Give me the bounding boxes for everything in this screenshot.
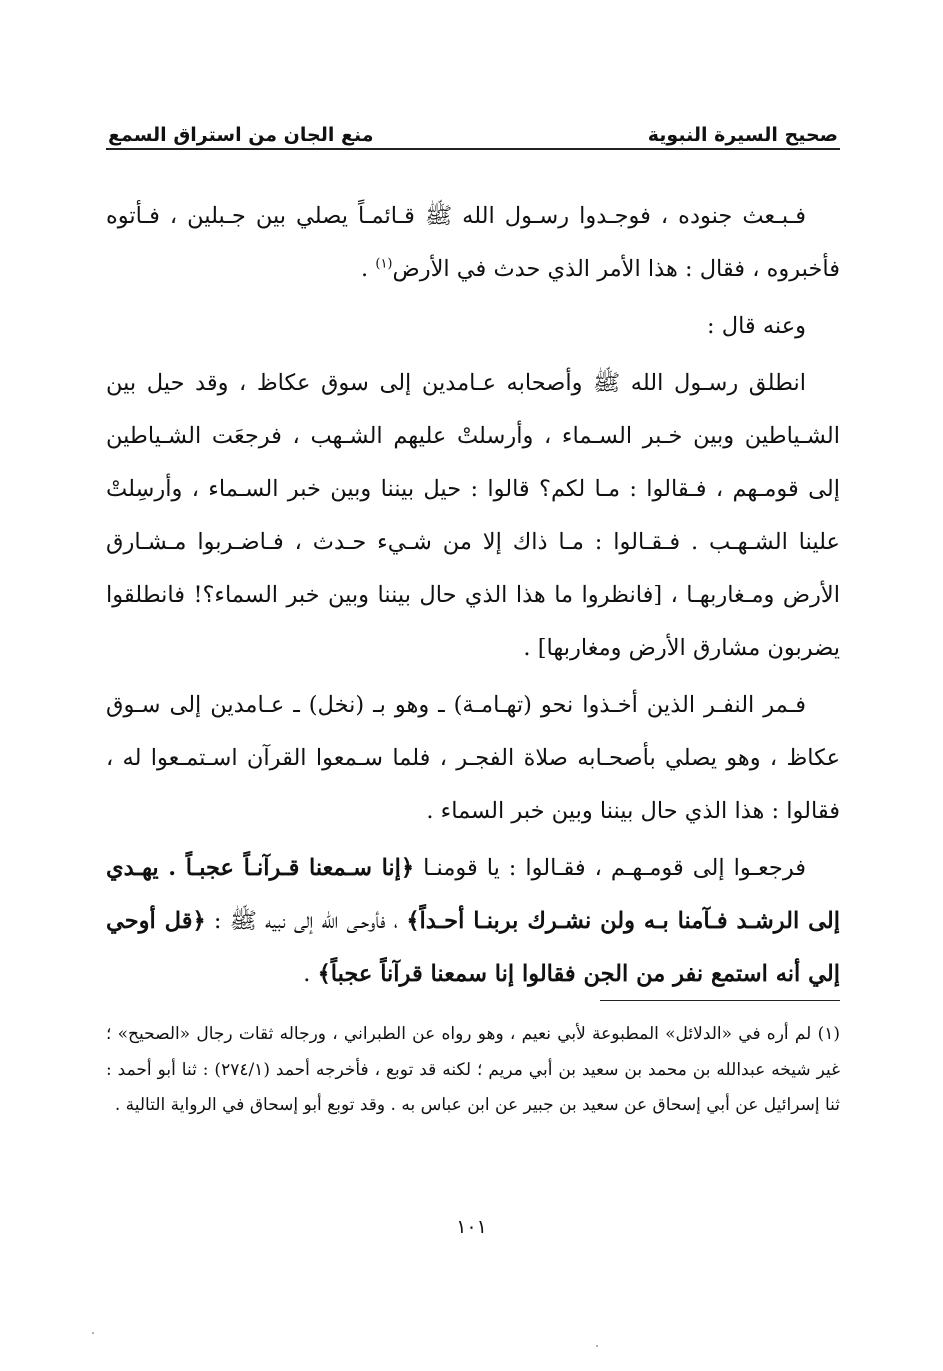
paragraph-5 bbox=[106, 842, 840, 1001]
paragraph-1-end: . bbox=[361, 256, 376, 282]
quran-verse-1: ﴿إنا سـمعنا قـرآنـاً عجبـاً . يهـدي إلى الرشـد فـآمنا بـه ولن نشـرك بربنـا أحـداً﴾ bbox=[106, 855, 841, 934]
running-header bbox=[108, 112, 838, 146]
paragraph-5-end: . bbox=[303, 961, 318, 987]
footnote-divider bbox=[600, 1000, 840, 1001]
quran-verse-2: ﴿قل أوحي إلي أنه استمع نفر من الجن فقالوا إنا سمعنا قرآناً عجباً﴾ bbox=[106, 908, 840, 987]
header-divider bbox=[106, 148, 840, 150]
footnote-1: (١) لم أره في «الدلائل» المطبوعة لأبي نعيم ، وهو رواه عن الطبراني ، ورجاله ثقات رجال «الصحيح» ؛ غير شيخه عبدالله بن محمد بن سعيد بن أبي مريم ؛ لكنه قد توبع ، فأخرجه أحمد (٢٧٤/١) : ثنا أبو أحمد : ثنا إسرائيل عن أبي إسحاق عن سعيد بن جبير عن ابن عباس به . وقد توبع أبو إسحاق في الرواية التالية . bbox=[106, 1024, 840, 1115]
paragraph-1-text: فـبـعث جنوده ، فوجـدوا رسـول الله ﷺ قـائمـاً يصلي بين جـبلين ، فـأتوه فأخبروه ، فقال : هذا الأمر الذي حدث في الأرض bbox=[106, 203, 840, 282]
page-number: ١٠١ bbox=[456, 1216, 487, 1238]
scan-speck bbox=[596, 1345, 598, 1347]
chapter-title: منع الجان من استراق السمع bbox=[108, 124, 374, 146]
paragraph-4: فـمر النفـر الذين أخـذوا نحو (تهـامـة) ـ وهو بـ (نخل) ـ عـامدين إلى سـوق عكاظ ، وهو يصلي بأصحـابه صلاة الفجـر ، فلما سـمعوا القرآن اسـتمـعوا له ، فقالوا : هذا الذي حال بيننا وبين خبر السماء . bbox=[106, 692, 840, 824]
paragraph-5-text-b: ، فأوحـى الله إلى نبيه ﷺ : bbox=[205, 908, 407, 934]
paragraph-5-text-a: فرجعـوا إلى قومـهـم ، فقـالوا : يا قومنـا bbox=[414, 855, 806, 881]
paragraph-3: انطلق رسـول الله ﷺ وأصحابه عـامدين إلى سوق عكاظ ، وقد حيل بين الشـياطين وبين خـبر السـماء ، وأرسلتْ عليهم الشـهب ، فرجعَت الشـياطين إلى قومـهم ، فـقالوا : مـا لكم؟ قالوا : حيل بيننا وبين خبر السـماء ، وأرسِلتْ علينا الشـهـب . فـقـالوا : مـا ذاك إلا من شـيء حـدث ، فـاضـربوا مـشـارق الأرض ومـغاربهـا ، [فانظروا ما هذا الذي حال بيننا وبين خبر السماء؟! فانطلقوا يضربون مشارق الأرض ومغاربها] . bbox=[106, 370, 840, 661]
footnote-marker: (١) bbox=[375, 256, 393, 272]
main-text bbox=[106, 190, 840, 1001]
paragraph-1 bbox=[106, 190, 840, 296]
paragraph-2: وعنه قال : bbox=[707, 313, 806, 339]
footnotes bbox=[106, 1017, 840, 1124]
book-title: صحيح السيرة النبوية bbox=[647, 124, 838, 146]
scan-speck bbox=[92, 1332, 94, 1334]
